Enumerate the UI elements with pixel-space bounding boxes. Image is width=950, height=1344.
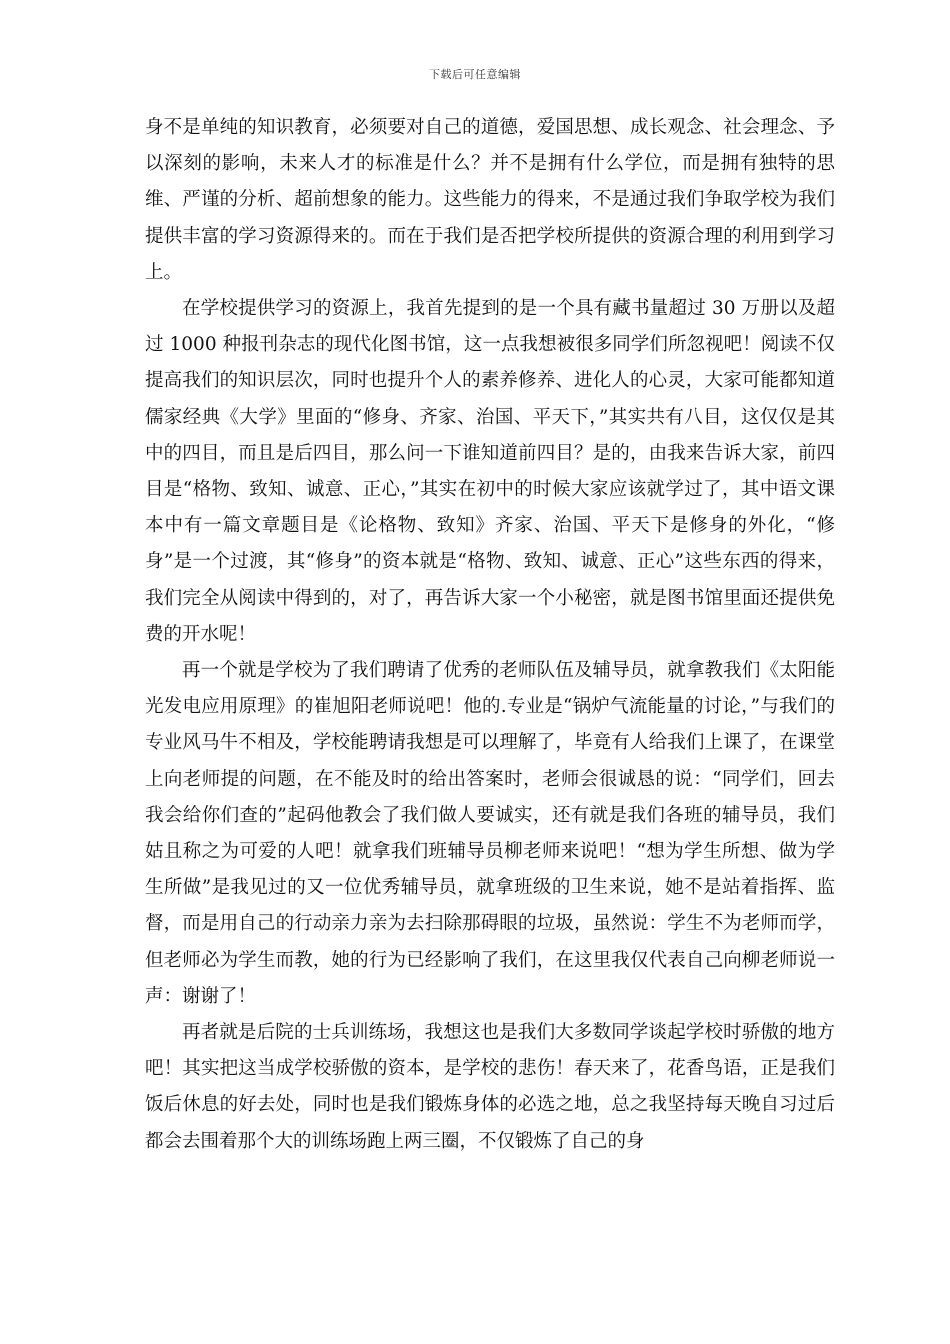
paragraph-continuation: 身不是单纯的知识教育，必须要对自己的道德，爱国思想、成长观念、社会理念、予以深刻的影响，未来人才的标准是什么？并不是拥有什么学位，而是拥有独特的思维、严谨的分析、超前想象的能力。这些能力的得来，不是通过我们争取学校为我们提供丰富的学习资源得来的。而在于我们是否把学校所提供的资源合理的利用到学习上。 — [145, 117, 835, 283]
paragraph-training-ground: 再者就是后院的士兵训练场，我想这也是我们大多数同学谈起学校时骄傲的地方吧！其实把这当成学校骄傲的资本，是学校的悲伤！春天来了，花香鸟语，正是我们饭后休息的好去处，同时也是我们锻炼身体的必选之地，总之我坚持每天晚自习过后都会去围着那个大的训练场跑上两三圈，不仅锻炼了自己的身 — [145, 1022, 835, 1152]
paragraph-library: 在学校提供学习的资源上，我首先提到的是一个具有藏书量超过 30 万册以及超过 1000 种报刊杂志的现代化图书馆，这一点我想被很多同学们所忽视吧！阅读不仅提高我们的知识层次，同时也提升个人的素养修养、进化人的心灵，大家可能都知道儒家经典《大学》里面的“修身、齐家、治国、平天下，”其实共有八目，这仅仅是其中的四目，而且是后四目，那么问一下谁知道前四目？是的，由我来告诉大家，前四目是“格物、致知、诚意、正心，”其实在初中的时候大家应该就学过了，其中语文课本中有一篇文章题目是《论格物、致知》齐家、治国、平天下是修身的外化，“修身”是一个过渡，其“修身”的资本就是“格物、致知、诚意、正心”这些东西的得来，我们完全从阅读中得到的，对了，再告诉大家一个小秘密，就是图书馆里面还提供免费的开水呢！ — [145, 298, 835, 645]
page-header: 下载后可任意编辑 — [429, 68, 521, 81]
document-body — [145, 110, 835, 1160]
paragraph-teachers: 再一个就是学校为了我们聘请了优秀的老师队伍及辅导员，就拿教我们《太阳能光发电应用原理》的崔旭阳老师说吧！他的.专业是“锅炉气流能量的讨论，”与我们的专业风马牛不相及，学校能聘请我想是可以理解了，毕竟有人给我们上课了，在课堂上向老师提的问题，在不能及时的给出答案时，老师会很诚恳的说：“同学们，回去我会给你们查的”起码他教会了我们做人要诚实，还有就是我们各班的辅导员，我们姑且称之为可爱的人吧！就拿我们班辅导员柳老师来说吧！“想为学生所想、做为学生所做”是我见过的又一位优秀辅导员，就拿班级的卫生来说，她不是站着指挥、监督，而是用自己的行动亲力亲为去扫除那碍眼的垃圾，虽然说：学生不为老师而学，但老师必为学生而教，她的行为已经影响了我们，在这里我仅代表自己向柳老师说一声：谢谢了！ — [145, 660, 835, 1007]
